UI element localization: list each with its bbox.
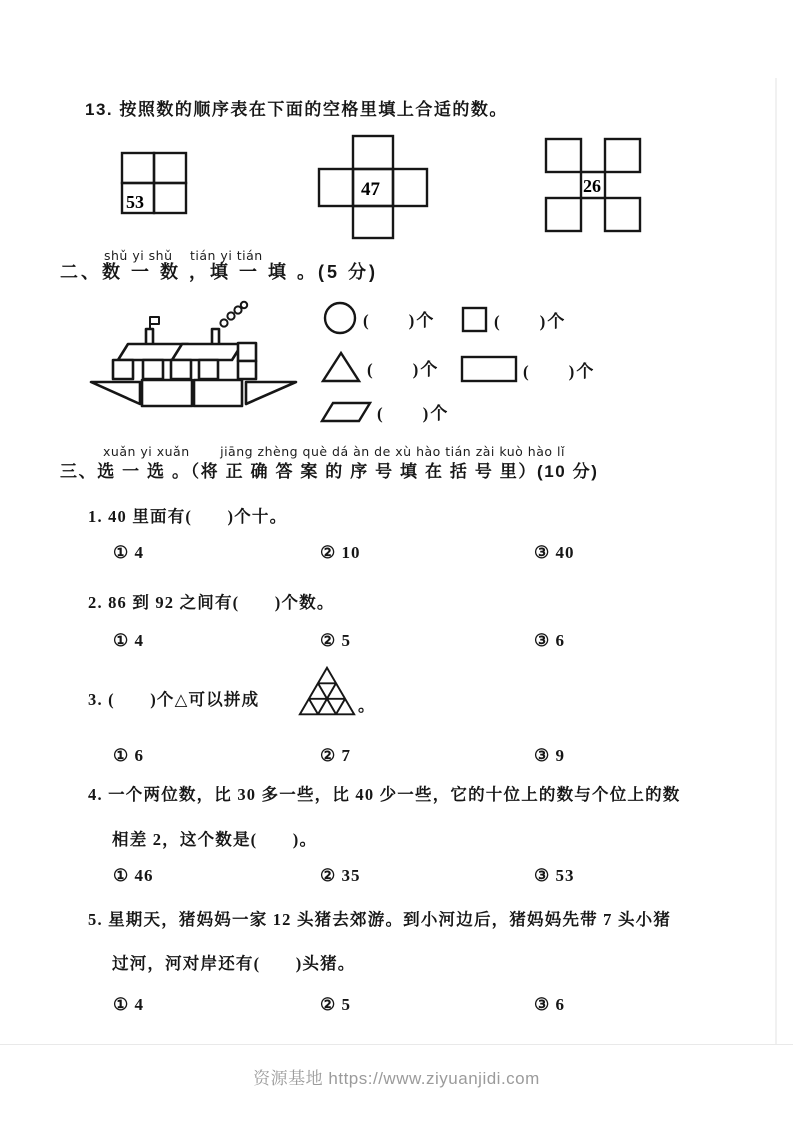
page-scan-edge bbox=[775, 78, 777, 1044]
question-4-options bbox=[0, 866, 793, 892]
question-5-options bbox=[0, 995, 793, 1021]
ship-figure bbox=[86, 298, 304, 412]
subdivided-triangle-figure bbox=[296, 663, 358, 721]
option: ① 6 bbox=[113, 746, 144, 765]
option: ③ 40 bbox=[534, 543, 575, 562]
count-item-rectangle bbox=[460, 355, 595, 383]
count-item-square bbox=[460, 305, 566, 334]
option: ② 35 bbox=[320, 866, 361, 885]
count-blank: ( )个 bbox=[367, 359, 440, 379]
option: ② 5 bbox=[320, 995, 351, 1014]
option: ③ 6 bbox=[534, 995, 565, 1014]
question-5-line2: 过河，河对岸还有( )头猪。 bbox=[112, 954, 356, 973]
question-3-options bbox=[0, 746, 793, 772]
count-blank: ( )个 bbox=[494, 312, 567, 331]
option: ③ 6 bbox=[534, 631, 565, 650]
question-13-text: 13. 按照数的顺序表在下面的空格里填上合适的数。 bbox=[85, 100, 508, 119]
option: ① 46 bbox=[113, 866, 154, 885]
question-3-text: 3. ( )个△可以拼成 bbox=[88, 690, 260, 709]
grid-number: 47 bbox=[361, 179, 380, 200]
section-3-pinyin: xuǎn yi xuǎn jiāng zhèng què dá àn de xù hào tián zài kuò hào lǐ bbox=[103, 444, 565, 459]
question-2-options bbox=[0, 631, 793, 657]
rectangle-icon bbox=[460, 355, 518, 383]
section-2-pinyin: shǔ yi shǔ tián yi tián bbox=[104, 248, 263, 263]
option: ② 10 bbox=[320, 543, 361, 562]
number-grid-corners bbox=[543, 136, 643, 234]
option: ① 4 bbox=[113, 543, 144, 562]
option: ① 4 bbox=[113, 631, 144, 650]
question-4-line2: 相差 2，这个数是( )。 bbox=[112, 830, 318, 849]
section-2-title: 二、数 一 数 ，填 一 填 。(5 分) bbox=[60, 262, 379, 282]
square-icon bbox=[460, 305, 489, 334]
option: ② 5 bbox=[320, 631, 351, 650]
grid-number: 53 bbox=[126, 192, 144, 212]
number-grid-cross bbox=[316, 133, 430, 241]
count-item-triangle bbox=[320, 350, 439, 384]
option: ② 7 bbox=[320, 746, 351, 765]
question-4-line1: 4. 一个两位数，比 30 多一些，比 40 少一些，它的十位上的数与个位上的数 bbox=[88, 785, 681, 804]
question-5-line1: 5. 星期天，猪妈妈一家 12 头猪去郊游。到小河边后，猪妈妈先带 7 头小猪 bbox=[88, 910, 672, 929]
circle-icon bbox=[322, 300, 358, 336]
option: ③ 9 bbox=[534, 746, 565, 765]
count-item-circle bbox=[322, 300, 435, 336]
parallelogram-icon bbox=[320, 400, 372, 424]
count-item-parallelogram bbox=[320, 399, 449, 424]
question-1-options bbox=[0, 543, 793, 569]
triangle-icon bbox=[320, 350, 362, 384]
option: ③ 53 bbox=[534, 866, 575, 885]
count-blank: ( )个 bbox=[363, 310, 436, 330]
grid-number: 26 bbox=[583, 176, 601, 196]
question-3-period: 。 bbox=[358, 696, 376, 715]
count-blank: ( )个 bbox=[523, 361, 596, 381]
number-grid-2x2 bbox=[119, 150, 189, 218]
question-1-text: 1. 40 里面有( )个十。 bbox=[88, 507, 288, 526]
question-2-text: 2. 86 到 92 之间有( )个数。 bbox=[88, 593, 335, 612]
roof-parallelogram bbox=[172, 344, 242, 360]
option: ① 4 bbox=[113, 995, 144, 1014]
footer-divider bbox=[0, 1044, 793, 1045]
count-blank: ( )个 bbox=[377, 404, 450, 423]
section-3-title: 三、选 一 选 。（将 正 确 答 案 的 序 号 填 在 括 号 里）(10 分) bbox=[60, 462, 599, 481]
footer-site-link[interactable]: 资源基地 https://www.ziyuanjidi.com bbox=[253, 1069, 540, 1088]
